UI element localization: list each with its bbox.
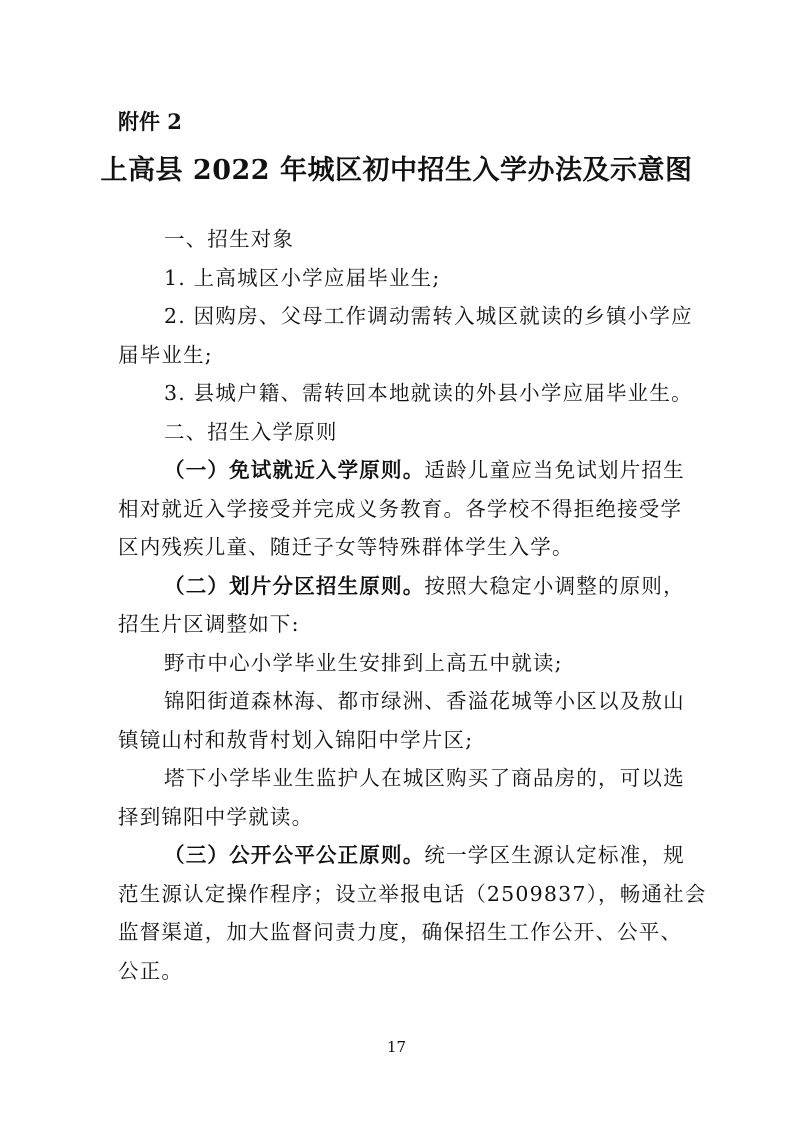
list-item: 2. 因购房、父母工作调动需转入城区就读的乡镇小学应 xyxy=(164,304,693,328)
page-number: 17 xyxy=(386,1038,407,1056)
paragraph-text: 按照大稳定小调整的原则， xyxy=(424,573,685,598)
document-body xyxy=(118,220,707,990)
list-item: 3. 县城户籍、需转回本地就读的外县小学应届毕业生。 xyxy=(164,381,693,405)
document-title: 上高县 2022 年城区初中招生入学办法及示意图 xyxy=(100,155,693,186)
paragraph-line xyxy=(118,836,685,875)
paragraph-line: 野市中心小学毕业生安排到上高五中就读; xyxy=(164,650,563,675)
paragraph-line: 公正。 xyxy=(118,958,184,983)
paragraph-line: 区内残疾儿童、随迁子女等特殊群体学生入学。 xyxy=(118,535,574,559)
principle-title: （二）划片分区招生原则。 xyxy=(164,573,425,598)
paragraph-line: 相对就近入学接受并完成义务教育。各学校不得拒绝接受学 xyxy=(118,496,683,521)
list-item: 1. 上高城区小学应届毕业生; xyxy=(164,265,441,290)
principle-title: （三）公开公平公正原则。 xyxy=(164,843,425,867)
paragraph-text: 统一学区生源认定标准，规 xyxy=(424,843,685,867)
paragraph-text: 适龄儿童应当免试划片招生 xyxy=(424,458,685,482)
attachment-label: 附件 2 xyxy=(118,109,182,134)
principle-title: （一）免试就近入学原则。 xyxy=(164,458,425,482)
paragraph-line: 锦阳街道森林海、都市绿洲、香溢花城等小区以及敖山 xyxy=(164,689,685,713)
paragraph-line xyxy=(118,451,685,490)
section-heading-enrollment-principles: 二、招生入学原则 xyxy=(164,419,338,444)
paragraph-line: 镇镜山村和敖背村划入锦阳中学片区; xyxy=(118,727,474,752)
list-item-continuation: 届毕业生; xyxy=(118,342,213,367)
paragraph-line: 招生片区调整如下: xyxy=(118,612,300,636)
paragraph-line: 塔下小学毕业生监护人在城区购买了商品房的，可以选 xyxy=(164,766,685,790)
paragraph-line: 范生源认定操作程序；设立举报电话（2509837），畅通社会 xyxy=(118,881,707,906)
paragraph-line xyxy=(118,567,685,606)
section-heading-enrollment-targets: 一、招生对象 xyxy=(164,227,295,251)
paragraph-line: 监督渠道，加大监督问责力度，确保招生工作公开、公平、 xyxy=(118,920,683,944)
paragraph-line: 择到锦阳中学就读。 xyxy=(118,804,314,829)
